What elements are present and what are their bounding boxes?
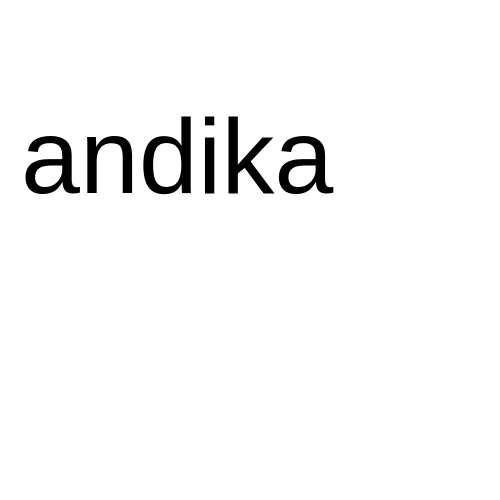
display-word: andika — [21, 98, 334, 216]
